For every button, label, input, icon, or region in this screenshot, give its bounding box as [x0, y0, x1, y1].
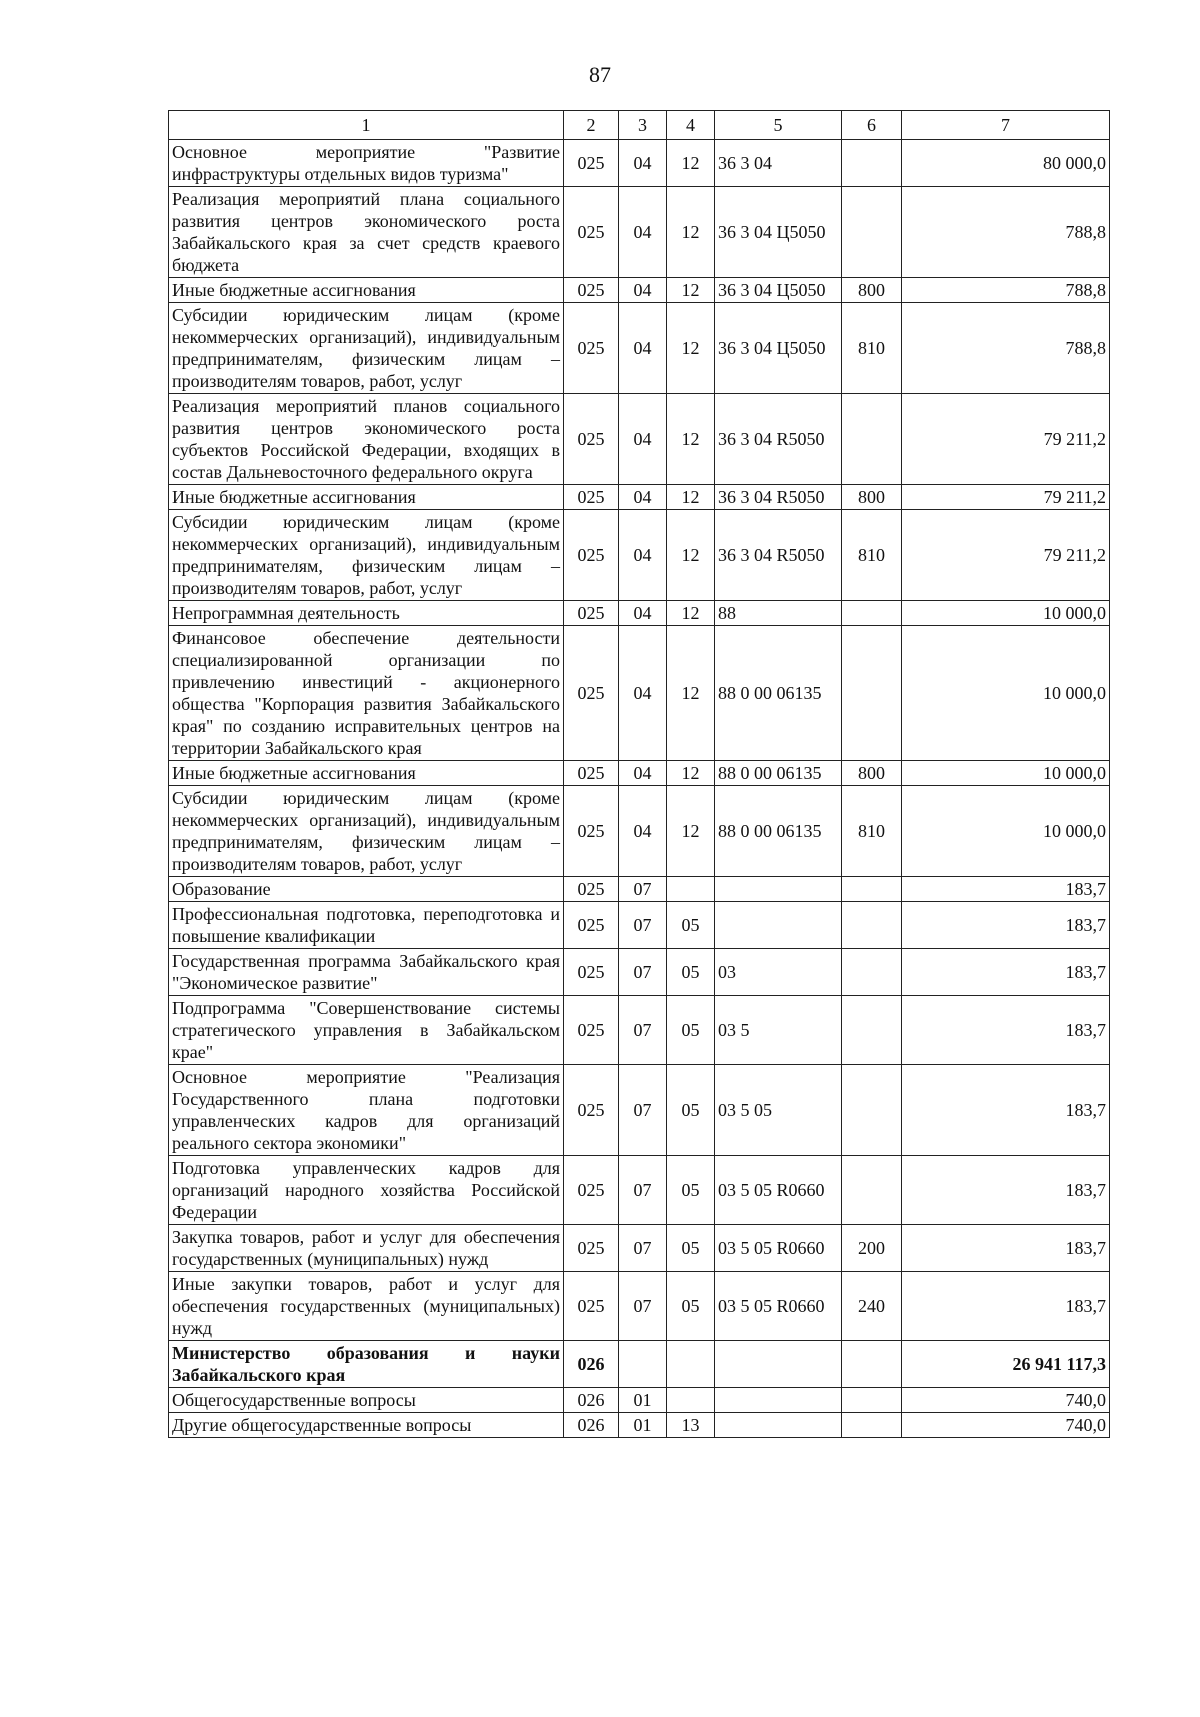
table-row	[169, 1225, 1110, 1272]
cell-expense-type: 200	[842, 1225, 902, 1272]
page-number: 87	[589, 62, 611, 87]
table-row	[169, 1065, 1110, 1156]
cell-amount: 26 941 117,3	[902, 1341, 1110, 1388]
header-cell-4: 4	[667, 111, 715, 140]
table-row	[169, 1272, 1110, 1341]
cell-target-article: 03 5 05	[715, 1065, 842, 1156]
cell-subsection: 12	[667, 394, 715, 485]
header-cell-2: 2	[564, 111, 619, 140]
cell-subsection: 13	[667, 1413, 715, 1438]
item-name: Министерство образования и науки Забайкальского края	[169, 1341, 564, 1388]
cell-target-article: 88 0 00 06135	[715, 626, 842, 761]
table-row	[169, 1156, 1110, 1225]
table-row	[169, 187, 1110, 278]
cell-subsection: 12	[667, 303, 715, 394]
cell-subsection: 05	[667, 996, 715, 1065]
cell-admin-code: 025	[564, 1065, 619, 1156]
cell-subsection: 05	[667, 949, 715, 996]
cell-admin-code: 025	[564, 786, 619, 877]
header-cell-5: 5	[715, 111, 842, 140]
cell-target-article: 88	[715, 601, 842, 626]
cell-expense-type: 800	[842, 278, 902, 303]
table-row	[169, 761, 1110, 786]
cell-expense-type: 800	[842, 761, 902, 786]
cell-section: 01	[619, 1388, 667, 1413]
cell-admin-code: 025	[564, 140, 619, 187]
cell-expense-type: 810	[842, 303, 902, 394]
cell-target-article: 36 3 04 R5050	[715, 485, 842, 510]
cell-amount: 183,7	[902, 877, 1110, 902]
cell-target-article: 36 3 04 Ц5050	[715, 278, 842, 303]
cell-amount: 183,7	[902, 996, 1110, 1065]
cell-expense-type	[842, 1156, 902, 1225]
cell-amount: 183,7	[902, 902, 1110, 949]
cell-section: 07	[619, 902, 667, 949]
cell-admin-code: 026	[564, 1413, 619, 1438]
table-row	[169, 1413, 1110, 1438]
cell-expense-type: 240	[842, 1272, 902, 1341]
cell-subsection: 05	[667, 902, 715, 949]
table-row	[169, 140, 1110, 187]
item-name: Реализация мероприятий плана социального развития центров экономического роста Забайкальского края за счет средств краевого бюджета	[169, 187, 564, 278]
cell-target-article: 88 0 00 06135	[715, 786, 842, 877]
item-name: Основное мероприятие "Реализация Государственного плана подготовки управленческих кадров для организаций реального сектора экономики"	[169, 1065, 564, 1156]
cell-amount: 740,0	[902, 1413, 1110, 1438]
cell-expense-type	[842, 1341, 902, 1388]
item-name: Финансовое обеспечение деятельности специализированной организации по привлечению инвестиций - акционерного общества "Корпорация развития Забайкальского края" по созданию исправительных центров на территории Забайкальского края	[169, 626, 564, 761]
cell-amount: 788,8	[902, 303, 1110, 394]
cell-target-article: 03 5	[715, 996, 842, 1065]
cell-admin-code: 025	[564, 1272, 619, 1341]
cell-subsection	[667, 1388, 715, 1413]
table-row	[169, 510, 1110, 601]
cell-subsection: 12	[667, 278, 715, 303]
cell-target-article	[715, 1341, 842, 1388]
cell-admin-code: 025	[564, 949, 619, 996]
cell-section: 07	[619, 996, 667, 1065]
item-name: Закупка товаров, работ и услуг для обеспечения государственных (муниципальных) нужд	[169, 1225, 564, 1272]
cell-target-article: 03 5 05 R0660	[715, 1272, 842, 1341]
cell-expense-type	[842, 949, 902, 996]
item-name: Профессиональная подготовка, переподготовка и повышение квалификации	[169, 902, 564, 949]
cell-admin-code: 025	[564, 1225, 619, 1272]
cell-subsection: 12	[667, 140, 715, 187]
cell-expense-type	[842, 187, 902, 278]
item-name: Иные бюджетные ассигнования	[169, 485, 564, 510]
cell-target-article: 36 3 04 Ц5050	[715, 303, 842, 394]
cell-admin-code: 025	[564, 877, 619, 902]
cell-admin-code: 025	[564, 485, 619, 510]
header-row	[169, 111, 1110, 140]
table-row	[169, 877, 1110, 902]
cell-target-article: 88 0 00 06135	[715, 761, 842, 786]
item-name: Подготовка управленческих кадров для организаций народного хозяйства Российской Федерации	[169, 1156, 564, 1225]
cell-target-article: 03	[715, 949, 842, 996]
cell-expense-type	[842, 140, 902, 187]
cell-amount: 80 000,0	[902, 140, 1110, 187]
header-cell-7: 7	[902, 111, 1110, 140]
item-name: Субсидии юридическим лицам (кроме некоммерческих организаций), индивидуальным предпринимателям, физическим лицам – производителям товаров, работ, услуг	[169, 510, 564, 601]
item-name: Другие общегосударственные вопросы	[169, 1413, 564, 1438]
cell-section: 07	[619, 877, 667, 902]
cell-subsection: 12	[667, 601, 715, 626]
cell-expense-type: 800	[842, 485, 902, 510]
cell-expense-type	[842, 626, 902, 761]
cell-subsection	[667, 1341, 715, 1388]
cell-section: 04	[619, 303, 667, 394]
cell-target-article: 36 3 04 R5050	[715, 394, 842, 485]
table-row	[169, 278, 1110, 303]
cell-target-article: 03 5 05 R0660	[715, 1225, 842, 1272]
table-row	[169, 1388, 1110, 1413]
budget-table	[168, 110, 1110, 1438]
cell-section: 07	[619, 1272, 667, 1341]
table-row	[169, 786, 1110, 877]
cell-subsection: 05	[667, 1065, 715, 1156]
cell-target-article	[715, 1388, 842, 1413]
item-name: Государственная программа Забайкальского края "Экономическое развитие"	[169, 949, 564, 996]
cell-subsection: 12	[667, 626, 715, 761]
cell-amount: 183,7	[902, 1272, 1110, 1341]
item-name: Подпрограмма "Совершенствование системы стратегического управления в Забайкальском крае"	[169, 996, 564, 1065]
cell-section: 04	[619, 626, 667, 761]
cell-section: 01	[619, 1413, 667, 1438]
cell-section: 07	[619, 1225, 667, 1272]
cell-expense-type: 810	[842, 510, 902, 601]
cell-admin-code: 025	[564, 187, 619, 278]
cell-subsection: 12	[667, 510, 715, 601]
cell-section: 07	[619, 949, 667, 996]
cell-amount: 10 000,0	[902, 761, 1110, 786]
header-cell-6: 6	[842, 111, 902, 140]
item-name: Основное мероприятие "Развитие инфраструктуры отдельных видов туризма"	[169, 140, 564, 187]
cell-subsection: 05	[667, 1225, 715, 1272]
cell-admin-code: 025	[564, 626, 619, 761]
cell-admin-code: 026	[564, 1388, 619, 1413]
cell-amount: 10 000,0	[902, 786, 1110, 877]
cell-amount: 740,0	[902, 1388, 1110, 1413]
cell-admin-code: 025	[564, 394, 619, 485]
item-name: Иные бюджетные ассигнования	[169, 761, 564, 786]
cell-expense-type	[842, 902, 902, 949]
item-name: Реализация мероприятий планов социального развития центров экономического роста субъектов Российской Федерации, входящих в состав Дальневосточного федерального округа	[169, 394, 564, 485]
cell-admin-code: 025	[564, 601, 619, 626]
item-name: Иные бюджетные ассигнования	[169, 278, 564, 303]
cell-subsection: 12	[667, 485, 715, 510]
table-row	[169, 303, 1110, 394]
item-name: Иные закупки товаров, работ и услуг для обеспечения государственных (муниципальных) нужд	[169, 1272, 564, 1341]
cell-subsection: 12	[667, 761, 715, 786]
cell-amount: 10 000,0	[902, 601, 1110, 626]
cell-expense-type	[842, 877, 902, 902]
cell-section: 07	[619, 1065, 667, 1156]
item-name: Субсидии юридическим лицам (кроме некоммерческих организаций), индивидуальным предпринимателям, физическим лицам – производителям товаров, работ, услуг	[169, 786, 564, 877]
cell-admin-code: 025	[564, 303, 619, 394]
cell-subsection: 05	[667, 1272, 715, 1341]
table-row	[169, 485, 1110, 510]
item-name: Непрограммная деятельность	[169, 601, 564, 626]
cell-admin-code: 025	[564, 510, 619, 601]
cell-section: 04	[619, 601, 667, 626]
cell-section	[619, 1341, 667, 1388]
header-cell-1: 1	[169, 111, 564, 140]
cell-section: 04	[619, 786, 667, 877]
cell-section: 07	[619, 1156, 667, 1225]
cell-amount: 183,7	[902, 1225, 1110, 1272]
table-row	[169, 601, 1110, 626]
cell-target-article	[715, 1413, 842, 1438]
table-row	[169, 626, 1110, 761]
cell-section: 04	[619, 278, 667, 303]
cell-expense-type	[842, 1388, 902, 1413]
cell-section: 04	[619, 187, 667, 278]
cell-expense-type	[842, 601, 902, 626]
cell-target-article: 36 3 04 R5050	[715, 510, 842, 601]
cell-admin-code: 025	[564, 902, 619, 949]
cell-target-article: 03 5 05 R0660	[715, 1156, 842, 1225]
cell-admin-code: 025	[564, 278, 619, 303]
cell-amount: 183,7	[902, 949, 1110, 996]
cell-expense-type	[842, 996, 902, 1065]
cell-section: 04	[619, 140, 667, 187]
item-name: Субсидии юридическим лицам (кроме некоммерческих организаций), индивидуальным предпринимателям, физическим лицам – производителям товаров, работ, услуг	[169, 303, 564, 394]
header-cell-3: 3	[619, 111, 667, 140]
cell-subsection	[667, 877, 715, 902]
cell-section: 04	[619, 761, 667, 786]
table-row	[169, 996, 1110, 1065]
item-name: Общегосударственные вопросы	[169, 1388, 564, 1413]
cell-section: 04	[619, 510, 667, 601]
table-row	[169, 394, 1110, 485]
cell-section: 04	[619, 485, 667, 510]
cell-target-article: 36 3 04	[715, 140, 842, 187]
cell-section: 04	[619, 394, 667, 485]
cell-amount: 79 211,2	[902, 485, 1110, 510]
cell-admin-code: 026	[564, 1341, 619, 1388]
cell-expense-type	[842, 1065, 902, 1156]
cell-amount: 79 211,2	[902, 510, 1110, 601]
cell-subsection: 05	[667, 1156, 715, 1225]
cell-amount: 10 000,0	[902, 626, 1110, 761]
table-row	[169, 1341, 1110, 1388]
cell-amount: 788,8	[902, 278, 1110, 303]
cell-admin-code: 025	[564, 1156, 619, 1225]
cell-target-article: 36 3 04 Ц5050	[715, 187, 842, 278]
item-name: Образование	[169, 877, 564, 902]
cell-expense-type	[842, 394, 902, 485]
cell-amount: 79 211,2	[902, 394, 1110, 485]
table-row	[169, 902, 1110, 949]
cell-target-article	[715, 902, 842, 949]
cell-subsection: 12	[667, 187, 715, 278]
cell-expense-type: 810	[842, 786, 902, 877]
cell-expense-type	[842, 1413, 902, 1438]
cell-amount: 183,7	[902, 1156, 1110, 1225]
cell-amount: 183,7	[902, 1065, 1110, 1156]
cell-target-article	[715, 877, 842, 902]
cell-subsection: 12	[667, 786, 715, 877]
table-row	[169, 949, 1110, 996]
cell-admin-code: 025	[564, 761, 619, 786]
cell-amount: 788,8	[902, 187, 1110, 278]
cell-admin-code: 025	[564, 996, 619, 1065]
